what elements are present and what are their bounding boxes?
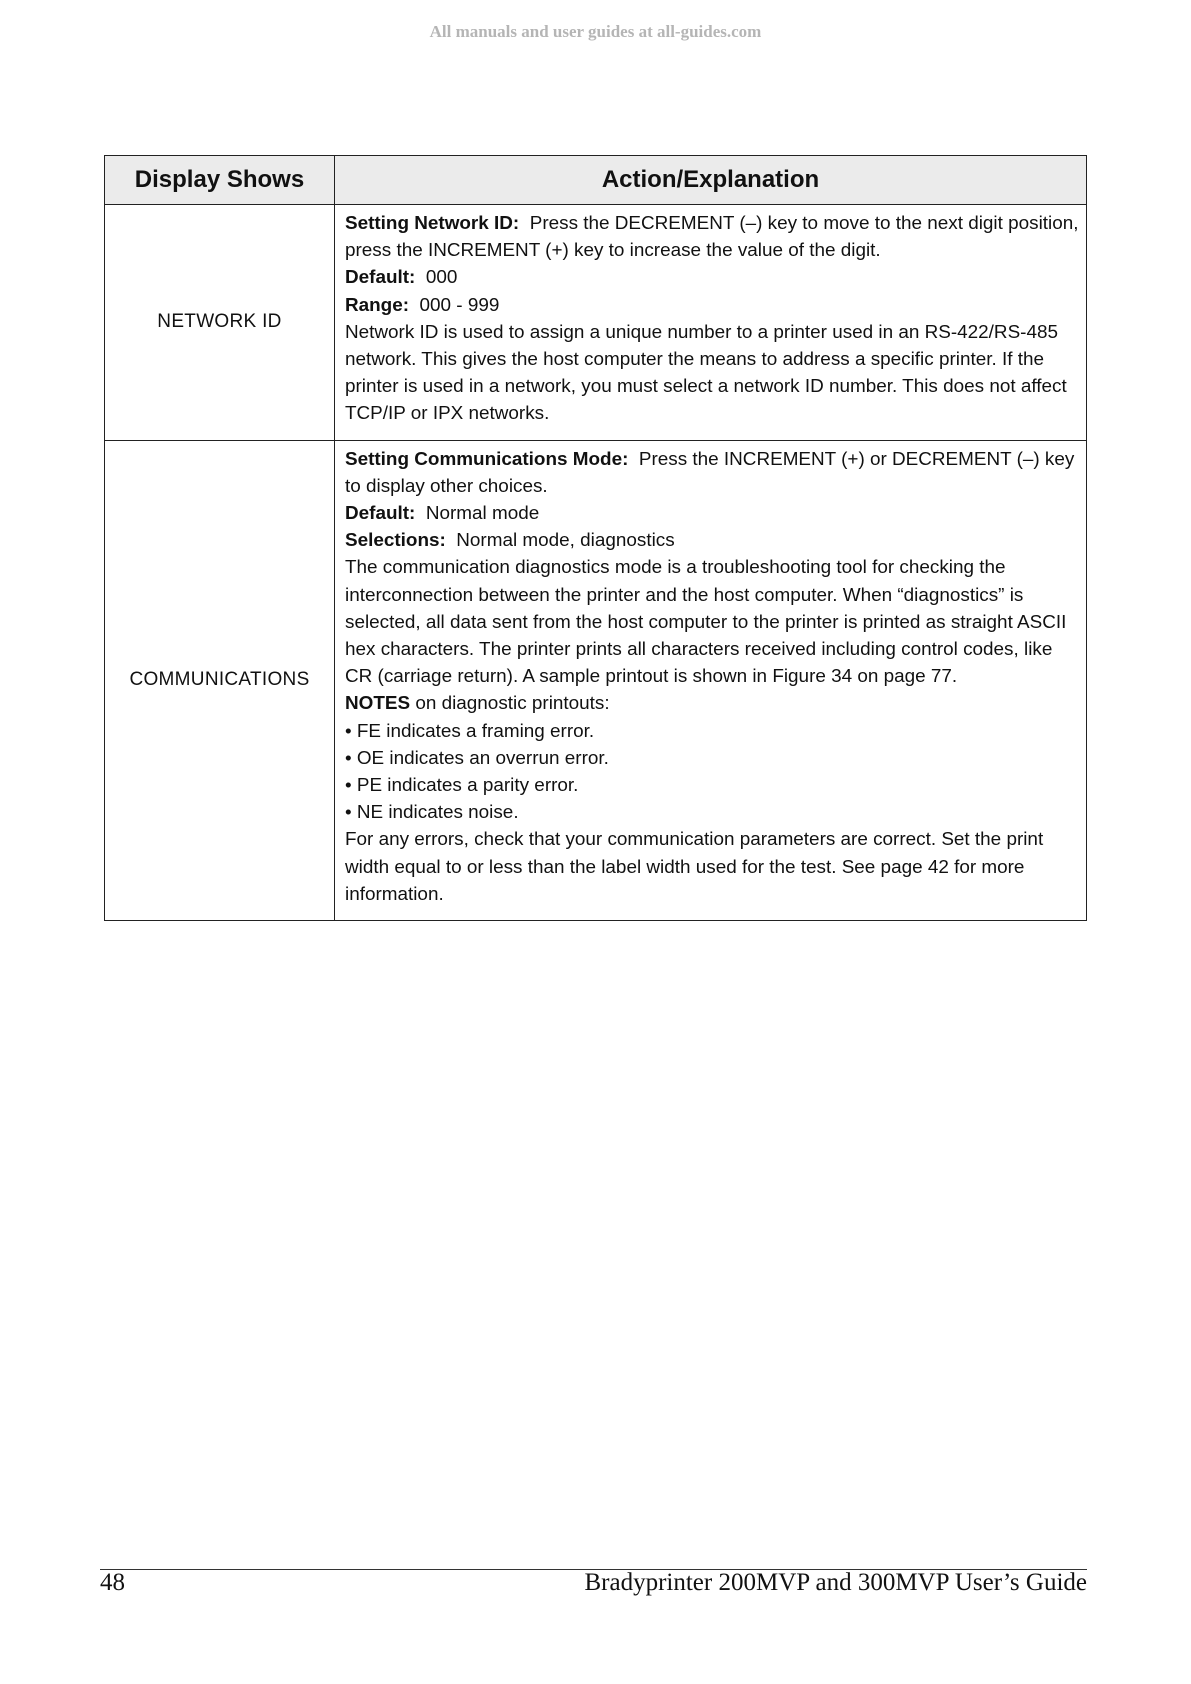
description: Network ID is used to assign a unique number to a printer used in an RS-422/RS-485 network. This gives the host computer the means to address a specific printer. If the printer is used in a network, you must select a network ID number. This does not affect TCP/IP or IPX networks. — [345, 321, 1067, 425]
selections-value: Normal mode, diagnostics — [456, 530, 675, 552]
setting-text: Press the INCREMENT (+) or DECREMENT (–) key to display other choices. — [345, 448, 1075, 497]
settings-table — [104, 155, 1087, 921]
display-communications: COMMUNICATIONS — [105, 440, 335, 920]
closing-text: For any errors, check that your communication parameters are correct. Set the print width equal to or less than the label width used for the test. See page 42 for more information. — [345, 829, 1044, 905]
default-label: Default: — [345, 267, 416, 289]
notes-intro: on diagnostic printouts: — [415, 693, 610, 715]
display-network-id: NETWORK ID — [105, 205, 335, 441]
default-value: 000 — [425, 267, 458, 289]
default-label: Default: — [345, 503, 416, 525]
header-display-shows: Display Shows — [105, 156, 335, 205]
watermark: All manuals and user guides at all-guides.com — [429, 22, 762, 41]
page-number: 48 — [100, 1569, 125, 1596]
note-item: • FE indicates a framing error. — [345, 720, 595, 742]
note-item: • NE indicates noise. — [345, 802, 519, 824]
notes-label: NOTES — [345, 693, 411, 715]
action-communications — [335, 440, 1087, 920]
description: The communication diagnostics mode is a troubleshooting tool for checking the interconnection between the printer and the host computer. When “diagnostics” is selected, all data sent from the host computer to the printer is printed as straight ASCII hex characters. The printer prints all characters received including control codes, like CR (carriage return). A sample printout is shown in Figure 34 on page 77. — [345, 557, 1067, 688]
selections-label: Selections: — [345, 530, 446, 552]
range-value: 000 - 999 — [419, 294, 500, 316]
header-action-explanation: Action/Explanation — [335, 156, 1087, 205]
range-label: Range: — [345, 294, 410, 316]
table-row-communications — [105, 440, 1087, 920]
setting-label: Setting Network ID: — [345, 213, 520, 234]
table-header-row — [105, 156, 1087, 205]
guide-title: Bradyprinter 200MVP and 300MVP User’s Guide — [584, 1569, 1087, 1596]
note-item: • OE indicates an overrun error. — [345, 747, 609, 769]
setting-label: Setting Communications Mode: — [345, 448, 629, 470]
table-row-network-id — [105, 205, 1087, 441]
setting-text: Press the DECREMENT (–) key to move to the next digit position, press the INCREMENT (+) key to increase the value of the digit. — [345, 213, 1079, 262]
default-value: Normal mode — [425, 503, 540, 525]
note-item: • PE indicates a parity error. — [345, 775, 579, 797]
action-network-id — [335, 205, 1087, 441]
